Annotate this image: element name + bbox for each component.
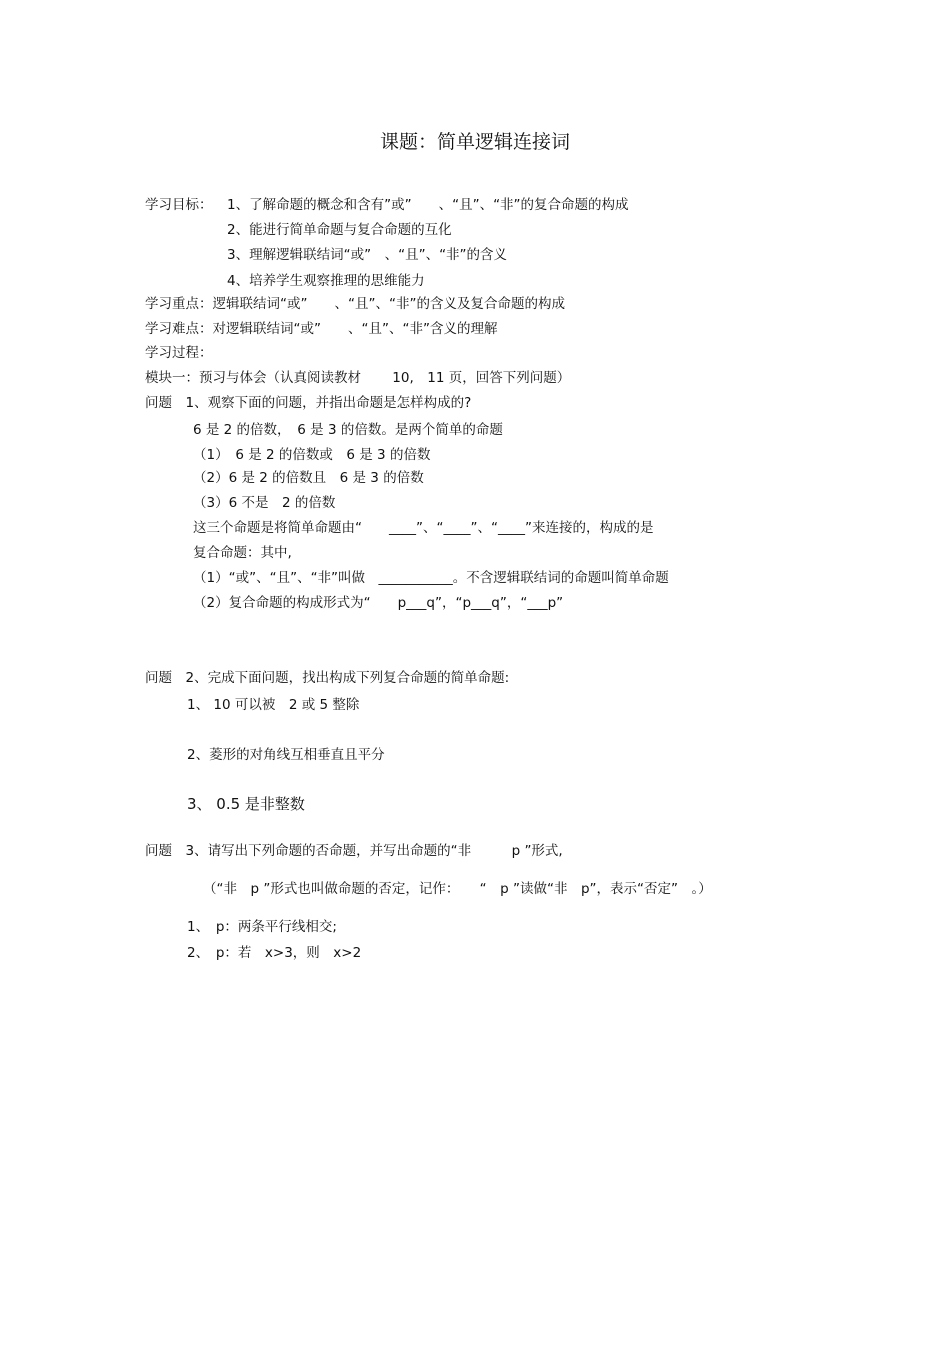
q3-note: （“非 p ”形式也叫做命题的否定，记作： “ p ”读做“非 p”，表示“否定” 。） xyxy=(203,881,712,897)
q2-item-2: 2、菱形的对角线互相垂直且平分 xyxy=(187,747,385,763)
q3-item-1: 1、 p：两条平行线相交; xyxy=(187,919,337,935)
objective-item-3: 3、理解逻辑联结词“或” 、“且”、“非”的含义 xyxy=(227,247,508,263)
q1-explain-2: 复合命题：其中, xyxy=(193,545,292,561)
q1-item-1: （1） 6 是 2 的倍数或 6 是 3 的倍数 xyxy=(193,447,431,463)
module1-heading: 模块一：预习与体会（认真阅读教材 10, 11 页，回答下列问题） xyxy=(145,370,571,386)
q1-heading: 问题 1、观察下面的问题，并指出命题是怎样构成的? xyxy=(145,395,472,411)
q2-heading: 问题 2、完成下面问题，找出构成下列复合命题的简单命题: xyxy=(145,670,510,686)
q1-item-3: （3）6 不是 2 的倍数 xyxy=(193,495,336,511)
q2-item-1: 1、 10 可以被 2 或 5 整除 xyxy=(187,697,360,713)
process-label: 学习过程： xyxy=(145,345,213,361)
q1-note-1: （1）“或”、“且”、“非”叫做 ___________。不含逻辑联结词的命题叫简单命题 xyxy=(193,570,669,586)
q3-heading: 问题 3、请写出下列命题的否命题，并写出命题的“非 p ”形式, xyxy=(145,843,563,859)
objective-item-2: 2、能进行简单命题与复合命题的互化 xyxy=(227,222,452,238)
q1-explain-1: 这三个命题是将简单命题由“ ____”、“____”、“____”来连接的，构成的是 xyxy=(193,520,654,536)
q3-item-2: 2、 p：若 x>3，则 x>2 xyxy=(187,945,362,961)
objectives-label: 学习目标： xyxy=(145,197,213,213)
q1-item-2: （2）6 是 2 的倍数且 6 是 3 的倍数 xyxy=(193,470,424,486)
q2-item-3: 3、 0.5 是非整数 xyxy=(187,795,305,813)
q1-intro: 6 是 2 的倍数， 6 是 3 的倍数。是两个简单的命题 xyxy=(193,422,503,438)
difficulty-line: 学习难点：对逻辑联结词“或” 、“且”、“非”含义的理解 xyxy=(145,321,498,337)
objective-item-4: 4、培养学生观察推理的思维能力 xyxy=(227,273,425,289)
page-title: 课题：简单逻辑连接词 xyxy=(379,131,570,153)
q1-note-2: （2）复合命题的构成形式为“ p___q”，“p___q”，“___p” xyxy=(193,595,564,611)
objective-item-1: 1、了解命题的概念和含有”或” 、“且”、“非”的复合命题的构成 xyxy=(227,197,629,213)
focus-line: 学习重点：逻辑联结词“或” 、“且”、“非”的含义及复合命题的构成 xyxy=(145,296,565,312)
